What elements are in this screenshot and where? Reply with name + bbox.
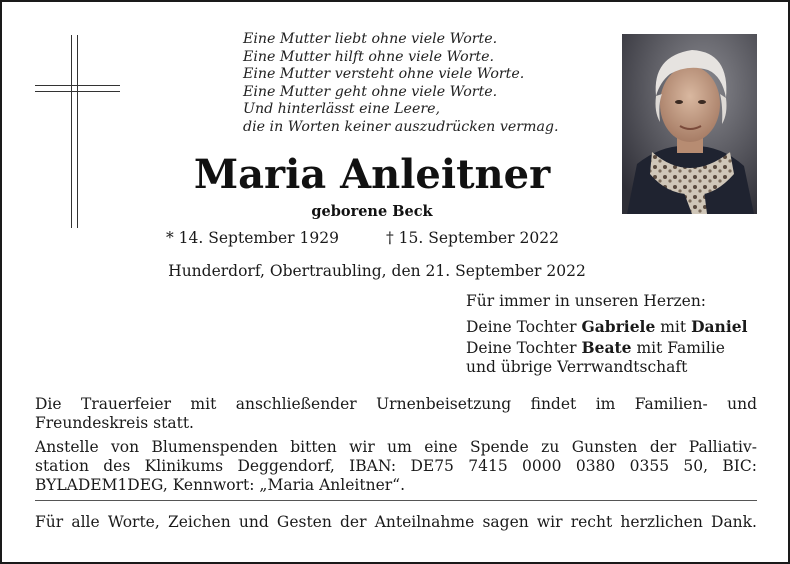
funeral-info bbox=[35, 395, 757, 433]
mourners-intro: Für immer in unseren Herzen: bbox=[466, 292, 707, 310]
paragraph-line: station des Klinikums Deggendorf, IBAN: DE75 7415 0000 0380 0355 50, BIC: bbox=[35, 457, 757, 475]
paragraph-line: Die Trauerfeier mit anschließender Urnenbeisetzung findet im Familien- und bbox=[35, 395, 757, 413]
portrait-photo bbox=[622, 34, 757, 214]
mourner-line: und übrige Verrwandtschaft bbox=[466, 358, 688, 377]
poem bbox=[243, 31, 613, 137]
deceased-name: Maria Anleitner bbox=[193, 151, 551, 198]
mourner-name: Beate bbox=[581, 337, 632, 357]
place-and-date: Hunderdorf, Obertraubling, den 21. September 2022 bbox=[168, 262, 586, 280]
mourner-line bbox=[466, 317, 766, 337]
mourner-text: mit bbox=[655, 318, 692, 337]
poem-line: Und hinterlässt eine Leere, bbox=[243, 101, 441, 118]
donation-info bbox=[35, 438, 757, 495]
paragraph-line: BYLADEM1DEG, Kennwort: „Maria Anleitner“. bbox=[35, 476, 406, 494]
mourner-name: Daniel bbox=[691, 317, 748, 337]
paragraph-line: Freundeskreis statt. bbox=[35, 414, 194, 432]
maiden-name: geborene Beck bbox=[311, 203, 433, 220]
poem-line: die in Worten keiner auszudrücken vermag. bbox=[243, 118, 559, 135]
mourner-text: Deine Tochter bbox=[466, 318, 582, 337]
poem-line: Eine Mutter geht ohne viele Worte. bbox=[243, 83, 498, 100]
death-date: † 15. September 2022 bbox=[386, 229, 559, 247]
poem-line: Eine Mutter hilft ohne viele Worte. bbox=[243, 48, 495, 65]
divider bbox=[35, 500, 757, 501]
poem-line: Eine Mutter versteht ohne viele Worte. bbox=[243, 66, 525, 83]
thanks-line: Für alle Worte, Zeichen und Gesten der Anteilnahme sagen wir recht herzlichen Dank. bbox=[35, 513, 757, 531]
mourner-text: mit Familie bbox=[631, 338, 725, 357]
paragraph-line: Anstelle von Blumenspenden bitten wir um eine Spende zu Gunsten der Palliativ- bbox=[35, 438, 757, 456]
mourner-line bbox=[466, 338, 766, 358]
mourner-text: Deine Tochter bbox=[466, 338, 582, 357]
birth-date: * 14. September 1929 bbox=[166, 229, 339, 247]
mourner-name: Gabriele bbox=[581, 317, 656, 337]
mourners-block bbox=[466, 292, 766, 378]
poem-line: Eine Mutter liebt ohne viele Worte. bbox=[243, 31, 498, 47]
